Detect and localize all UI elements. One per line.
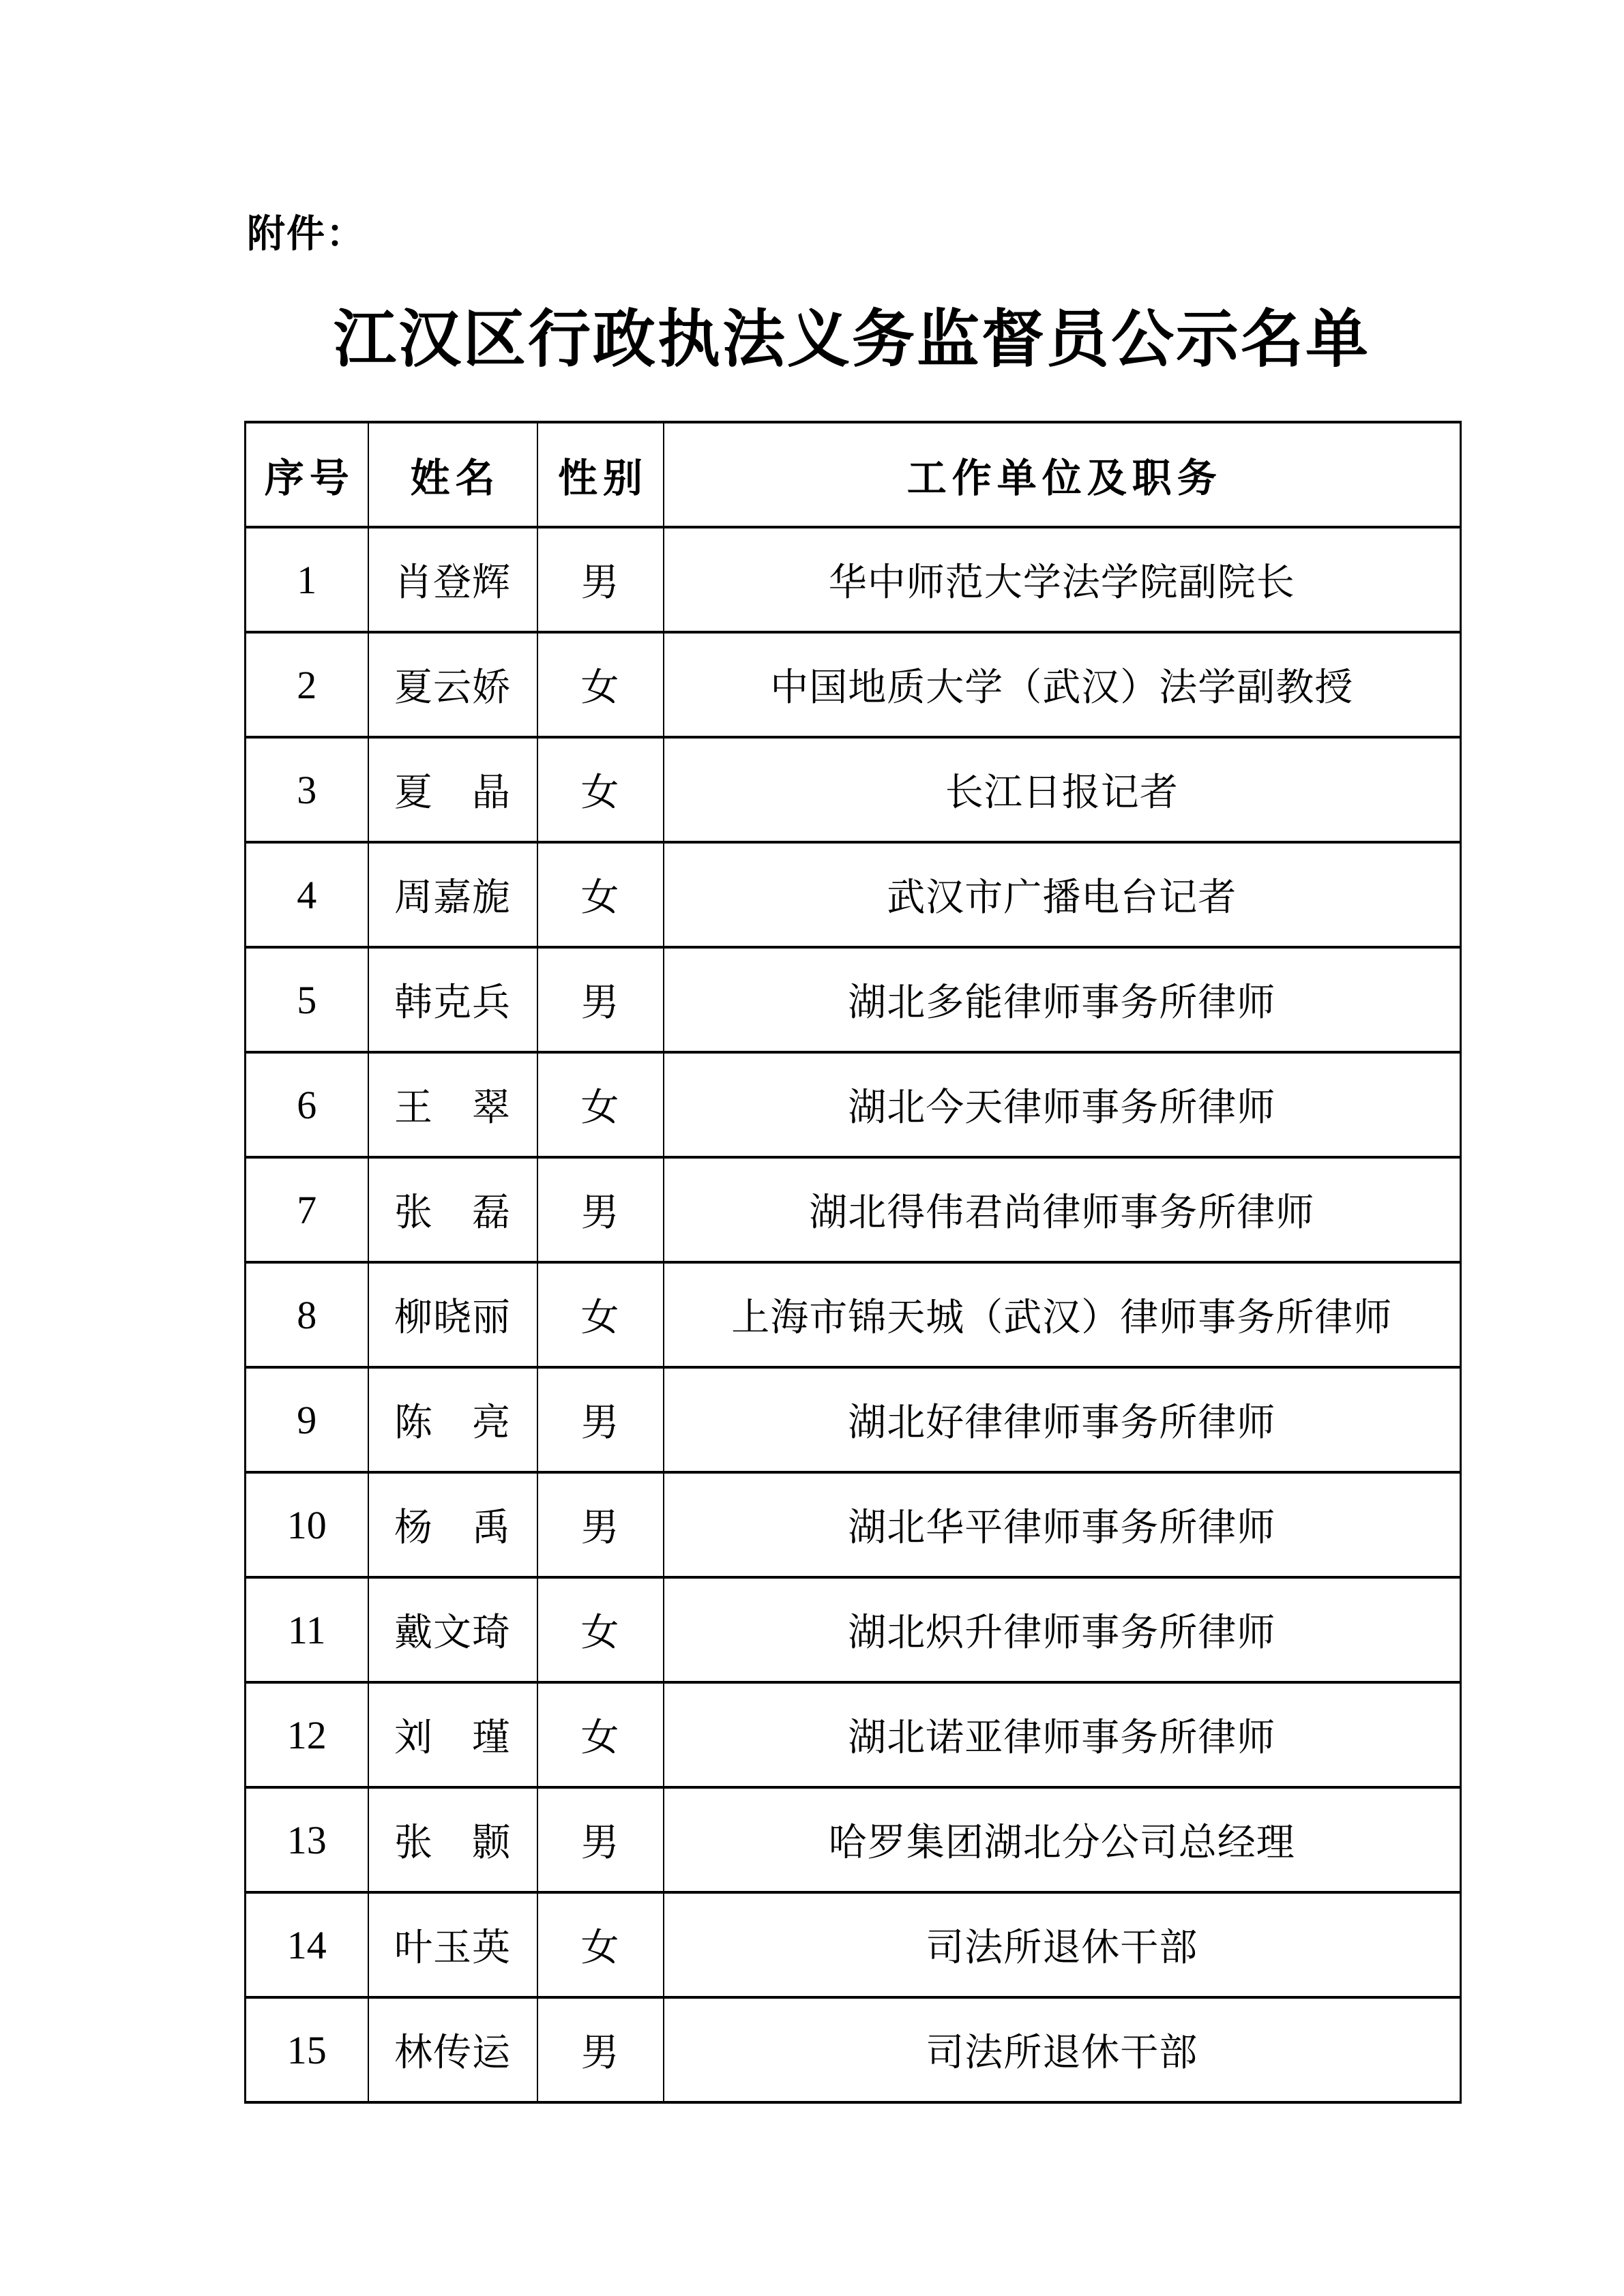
cell-gender: 男 [537, 1787, 664, 1892]
table-row [246, 1472, 1461, 1577]
cell-gender: 女 [537, 1892, 664, 1997]
cell-position: 华中师范大学法学院副院长 [664, 527, 1461, 632]
cell-position: 上海市锦天城（武汉）律师事务所律师 [664, 1262, 1461, 1367]
cell-position: 武汉市广播电台记者 [664, 842, 1461, 947]
cell-position: 湖北得伟君尚律师事务所律师 [664, 1157, 1461, 1262]
cell-gender: 男 [537, 527, 664, 632]
cell-gender: 女 [537, 842, 664, 947]
cell-gender: 女 [537, 1577, 664, 1682]
table-row [246, 737, 1461, 842]
cell-index: 10 [246, 1472, 368, 1577]
cell-gender: 男 [537, 1997, 664, 2102]
cell-index: 9 [246, 1367, 368, 1472]
cell-name: 杨 禹 [368, 1472, 537, 1577]
cell-name: 王 翠 [368, 1052, 537, 1157]
cell-name: 刘 瑾 [368, 1682, 537, 1787]
table-row [246, 1262, 1461, 1367]
header-position: 工作单位及职务 [664, 422, 1461, 527]
table-row [246, 1997, 1461, 2102]
cell-index: 13 [246, 1787, 368, 1892]
cell-position: 湖北好律律师事务所律师 [664, 1367, 1461, 1472]
table-row [246, 1787, 1461, 1892]
cell-gender: 男 [537, 1472, 664, 1577]
roster-table-body [246, 527, 1461, 2102]
cell-index: 8 [246, 1262, 368, 1367]
cell-gender: 女 [537, 1052, 664, 1157]
cell-gender: 男 [537, 1367, 664, 1472]
header-row [246, 422, 1461, 527]
cell-gender: 男 [537, 1157, 664, 1262]
cell-index: 5 [246, 947, 368, 1052]
cell-name: 陈 亮 [368, 1367, 537, 1472]
page-title: 江汉区行政执法义务监督员公示名单 [333, 305, 1370, 374]
table-row [246, 1052, 1461, 1157]
cell-name: 张 颢 [368, 1787, 537, 1892]
cell-index: 2 [246, 632, 368, 737]
cell-gender: 女 [537, 737, 664, 842]
cell-position: 湖北多能律师事务所律师 [664, 947, 1461, 1052]
cell-gender: 女 [537, 632, 664, 737]
cell-index: 6 [246, 1052, 368, 1157]
table-row [246, 947, 1461, 1052]
attachment-label: 附件： [247, 212, 366, 255]
cell-name: 韩克兵 [368, 947, 537, 1052]
cell-index: 1 [246, 527, 368, 632]
header-gender: 性别 [537, 422, 664, 527]
cell-position: 湖北诺亚律师事务所律师 [664, 1682, 1461, 1787]
cell-index: 12 [246, 1682, 368, 1787]
cell-position: 湖北今天律师事务所律师 [664, 1052, 1461, 1157]
cell-index: 11 [246, 1577, 368, 1682]
cell-name: 夏 晶 [368, 737, 537, 842]
cell-name: 林传运 [368, 1997, 537, 2102]
cell-position: 长江日报记者 [664, 737, 1461, 842]
table-row [246, 842, 1461, 947]
cell-gender: 女 [537, 1262, 664, 1367]
table-row [246, 1157, 1461, 1262]
header-index: 序号 [246, 422, 368, 527]
cell-position: 司法所退休干部 [664, 1892, 1461, 1997]
table-row [246, 1367, 1461, 1472]
cell-index: 3 [246, 737, 368, 842]
table-row [246, 632, 1461, 737]
cell-name: 柳晓丽 [368, 1262, 537, 1367]
cell-name: 夏云娇 [368, 632, 537, 737]
table-row [246, 1892, 1461, 1997]
cell-name: 张 磊 [368, 1157, 537, 1262]
cell-position: 湖北华平律师事务所律师 [664, 1472, 1461, 1577]
table-row [246, 1682, 1461, 1787]
cell-name: 肖登辉 [368, 527, 537, 632]
cell-index: 7 [246, 1157, 368, 1262]
cell-index: 4 [246, 842, 368, 947]
roster-table [244, 421, 1462, 2104]
cell-index: 15 [246, 1997, 368, 2102]
cell-position: 司法所退休干部 [664, 1997, 1461, 2102]
cell-gender: 女 [537, 1682, 664, 1787]
cell-gender: 男 [537, 947, 664, 1052]
cell-position: 中国地质大学（武汉）法学副教授 [664, 632, 1461, 737]
cell-position: 湖北炽升律师事务所律师 [664, 1577, 1461, 1682]
cell-name: 叶玉英 [368, 1892, 537, 1997]
cell-name: 周嘉旎 [368, 842, 537, 947]
cell-index: 14 [246, 1892, 368, 1997]
header-name: 姓名 [368, 422, 537, 527]
cell-name: 戴文琦 [368, 1577, 537, 1682]
table-row [246, 527, 1461, 632]
roster-table-header [246, 422, 1461, 527]
cell-position: 哈罗集团湖北分公司总经理 [664, 1787, 1461, 1892]
table-row [246, 1577, 1461, 1682]
